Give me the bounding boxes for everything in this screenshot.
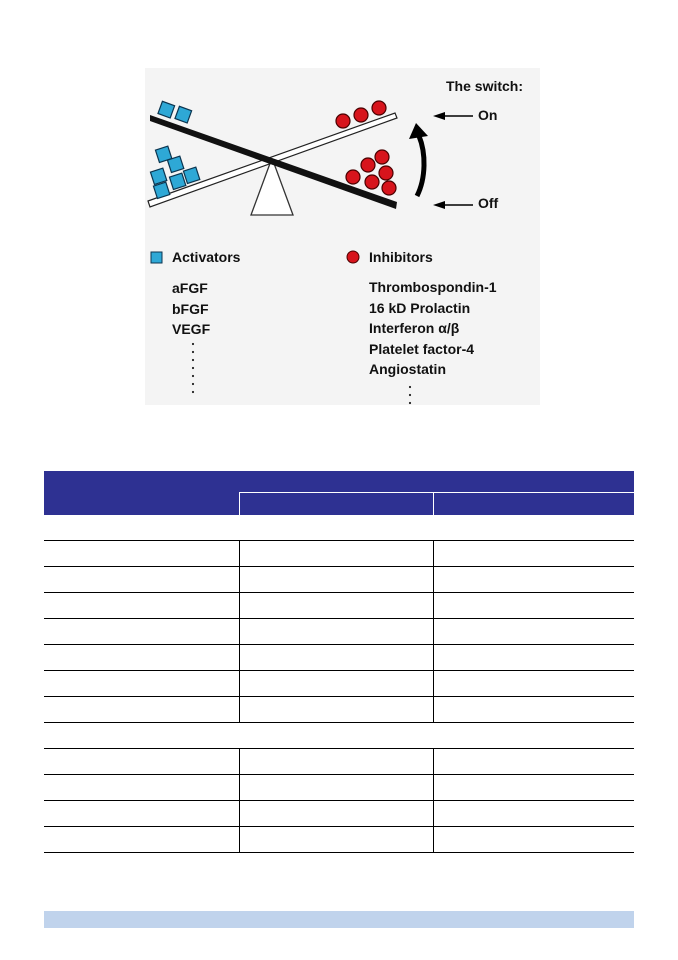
inhibitor-item: Thrombospondin-1 <box>369 279 497 295</box>
table-header-group-cell <box>239 471 634 493</box>
table-cell <box>433 801 634 827</box>
table-row <box>44 749 634 775</box>
table-cell <box>44 541 239 567</box>
table-cell <box>239 775 433 801</box>
table-cell <box>433 775 634 801</box>
on-arrow <box>433 112 473 120</box>
table-cell <box>239 801 433 827</box>
table-cell <box>44 827 239 853</box>
inhibitor-item: Angiostatin <box>369 361 446 377</box>
table-row <box>44 593 634 619</box>
table-cell <box>44 593 239 619</box>
table-cell <box>433 567 634 593</box>
table-cell <box>44 619 239 645</box>
table-section-row <box>44 723 634 749</box>
inhibitors-legend-label: Inhibitors <box>369 249 433 265</box>
inhibitor-list <box>369 277 497 380</box>
table-cell <box>433 619 634 645</box>
inhibitor-legend-icon <box>347 251 359 263</box>
table-row <box>44 619 634 645</box>
table-row <box>44 697 634 723</box>
activators-legend-label: Activators <box>172 249 241 265</box>
table-header-cell <box>44 471 239 515</box>
inhibitor-item: Interferon α/β <box>369 320 460 336</box>
table-cell <box>433 749 634 775</box>
table-subheader-cell <box>433 493 634 516</box>
off-arrow <box>433 201 473 209</box>
data-table <box>44 471 634 853</box>
table-row <box>44 775 634 801</box>
switch-curved-arrow <box>417 136 424 196</box>
table-cell <box>44 749 239 775</box>
activator-continuation-dots <box>192 343 194 393</box>
table-header-row <box>44 471 634 493</box>
footer-bar <box>44 911 634 928</box>
table-cell <box>239 749 433 775</box>
angiogenic-switch-figure <box>145 68 540 405</box>
table-row <box>44 671 634 697</box>
table-cell <box>239 645 433 671</box>
section-cell <box>44 723 634 749</box>
table-cell <box>239 593 433 619</box>
on-label: On <box>478 107 498 123</box>
table-section-row <box>44 515 634 541</box>
activator-item: VEGF <box>172 321 211 337</box>
table-cell <box>433 593 634 619</box>
table-cell <box>239 541 433 567</box>
inhibitor-item: 16 kD Prolactin <box>369 299 471 316</box>
table-row <box>44 645 634 671</box>
section-cell <box>44 515 634 541</box>
table-cell <box>44 567 239 593</box>
table-row <box>44 827 634 853</box>
table-cell <box>239 671 433 697</box>
switch-title: The switch: <box>446 78 524 94</box>
table-cell <box>239 827 433 853</box>
table-cell <box>44 697 239 723</box>
off-label: Off <box>478 195 499 211</box>
table-cell <box>239 567 433 593</box>
table-cell <box>433 671 634 697</box>
table-cell <box>44 775 239 801</box>
activator-item: bFGF <box>172 300 209 317</box>
table-cell <box>433 827 634 853</box>
table-cell <box>239 697 433 723</box>
table-cell <box>433 645 634 671</box>
activator-list <box>172 278 210 340</box>
activator-item: aFGF <box>172 280 208 296</box>
inhibitor-item: Platelet factor-4 <box>369 340 475 357</box>
table-row <box>44 801 634 827</box>
table-cell <box>44 671 239 697</box>
table-row <box>44 567 634 593</box>
table-cell <box>44 645 239 671</box>
activator-legend-icon <box>151 252 162 263</box>
table-cell <box>433 541 634 567</box>
table-cell <box>44 801 239 827</box>
inhibitor-continuation-dots <box>409 386 411 404</box>
table-subheader-cell <box>239 493 433 516</box>
table-row <box>44 541 634 567</box>
table-cell <box>433 697 634 723</box>
curved-arrow-head <box>409 123 428 139</box>
table-cell <box>239 619 433 645</box>
